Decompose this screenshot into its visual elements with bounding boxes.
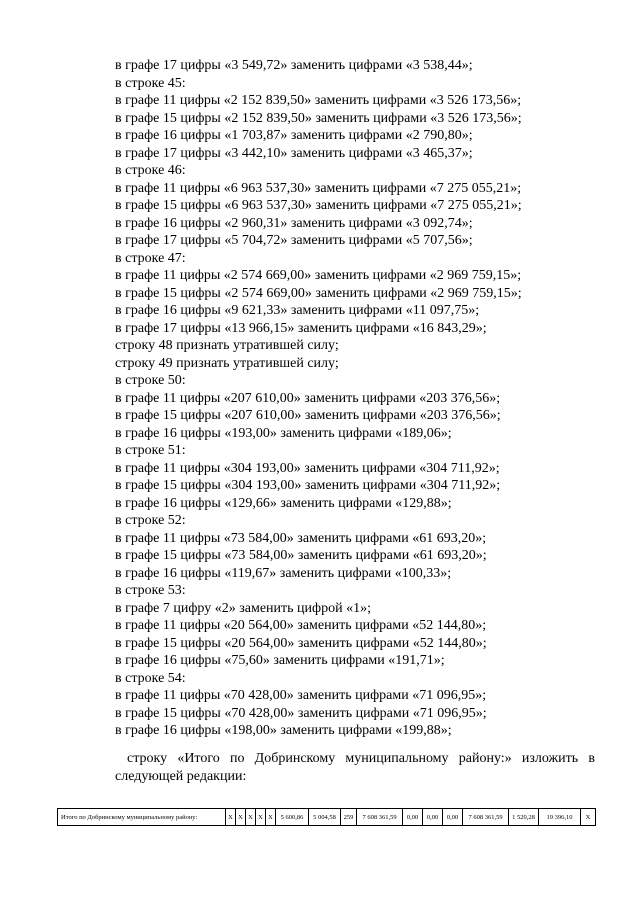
row-heading: в строке 45: bbox=[115, 75, 186, 91]
amendment-line: в графе 15 цифры «6 963 537,30» заменить цифрами «7 275 055,21»; bbox=[115, 198, 522, 213]
amendment-list bbox=[115, 57, 595, 740]
amendment-line: в графе 7 цифру «2» заменить цифрой «1»; bbox=[115, 600, 371, 616]
amendment-line: в графе 15 цифры «2 574 669,00» заменить цифрами «2 969 759,15»; bbox=[115, 285, 522, 301]
table-cell: X bbox=[226, 809, 236, 826]
amendment-line: в графе 16 цифры «1 703,87» заменить цифрами «2 790,80»; bbox=[115, 128, 473, 143]
row-heading: в строке 47: bbox=[115, 250, 186, 266]
table-cell: 5 600,86 bbox=[276, 809, 309, 826]
row-heading: в строке 52: bbox=[115, 513, 186, 528]
table-cell-name: Итого по Добринскому муниципальному району: bbox=[58, 809, 226, 826]
amendment-line: в графе 16 цифры «9 621,33» заменить цифрами «11 097,75»; bbox=[115, 303, 480, 318]
row-heading: в строке 54: bbox=[115, 670, 186, 686]
table-cell: X bbox=[581, 809, 596, 826]
amendment-line: строку 48 признать утратившей силу; bbox=[115, 338, 339, 353]
amendment-line: в графе 17 цифры «3 549,72» заменить цифрами «3 538,44»; bbox=[115, 58, 473, 73]
amendment-line: в графе 11 цифры «70 428,00» заменить цифрами «71 096,95»; bbox=[115, 688, 487, 703]
table-cell: 0,00 bbox=[423, 809, 443, 826]
row-heading: в строке 50: bbox=[115, 373, 186, 388]
table-cell: 0,00 bbox=[403, 809, 423, 826]
amendment-line: в графе 16 цифры «2 960,31» заменить цифрами «3 092,74»; bbox=[115, 215, 473, 231]
amendment-line: в графе 15 цифры «70 428,00» заменить цифрами «71 096,95»; bbox=[115, 705, 487, 721]
table-row bbox=[58, 809, 596, 826]
table-cell: X bbox=[266, 809, 276, 826]
amendment-line: в графе 17 цифры «13 966,15» заменить цифрами «16 843,29»; bbox=[115, 320, 487, 336]
amendment-line: в графе 15 цифры «20 564,00» заменить цифрами «52 144,80»; bbox=[115, 635, 487, 651]
amendment-line: в графе 17 цифры «5 704,72» заменить цифрами «5 707,56»; bbox=[115, 233, 473, 248]
total-table bbox=[57, 808, 596, 826]
table-cell: X bbox=[246, 809, 256, 826]
amendment-line: в графе 11 цифры «304 193,00» заменить цифрами «304 711,92»; bbox=[115, 460, 500, 476]
amendment-line: в графе 15 цифры «207 610,00» заменить цифрами «203 376,56»; bbox=[115, 408, 501, 423]
table-cell: X bbox=[236, 809, 246, 826]
amendment-line: в графе 16 цифры «129,66» заменить цифрами «129,88»; bbox=[115, 495, 452, 511]
amendment-line: в графе 16 цифры «198,00» заменить цифрами «199,88»; bbox=[115, 723, 452, 738]
table-cell: 0,00 bbox=[443, 809, 463, 826]
row-heading: в строке 53: bbox=[115, 583, 186, 598]
amendment-line: в графе 11 цифры «2 152 839,50» заменить цифрами «3 526 173,56»; bbox=[115, 93, 522, 108]
amendment-line: в графе 11 цифры «73 584,00» заменить цифрами «61 693,20»; bbox=[115, 530, 487, 546]
amendment-line: в графе 16 цифры «193,00» заменить цифрами «189,06»; bbox=[115, 425, 452, 441]
table-cell: 259 bbox=[341, 809, 357, 826]
table-cell: 19 396,10 bbox=[539, 809, 581, 826]
amendment-line: в графе 16 цифры «75,60» заменить цифрами «191,71»; bbox=[115, 653, 445, 668]
total-row-table bbox=[57, 808, 595, 826]
table-cell: 5 004,58 bbox=[309, 809, 341, 826]
summary-paragraph: строку «Итого по Добринскому муниципальному району:» изложить в следующей редакции: bbox=[115, 751, 595, 784]
table-cell: X bbox=[256, 809, 266, 826]
amendment-line: в графе 16 цифры «119,67» заменить цифрами «100,33»; bbox=[115, 565, 452, 581]
row-heading: в строке 51: bbox=[115, 443, 186, 458]
table-cell: 1 520,28 bbox=[509, 809, 539, 826]
amendment-line: в графе 15 цифры «73 584,00» заменить цифрами «61 693,20»; bbox=[115, 548, 487, 563]
amendment-line: в графе 11 цифры «20 564,00» заменить цифрами «52 144,80»; bbox=[115, 618, 487, 633]
table-cell: 7 608 361,59 bbox=[357, 809, 403, 826]
amendment-line: в графе 15 цифры «304 193,00» заменить цифрами «304 711,92»; bbox=[115, 478, 501, 493]
amendment-line: строку 49 признать утратившей силу; bbox=[115, 355, 339, 371]
row-heading: в строке 46: bbox=[115, 163, 186, 178]
amendment-line: в графе 11 цифры «207 610,00» заменить цифрами «203 376,56»; bbox=[115, 390, 501, 406]
amendment-line: в графе 11 цифры «2 574 669,00» заменить цифрами «2 969 759,15»; bbox=[115, 268, 522, 283]
amendment-line: в графе 15 цифры «2 152 839,50» заменить цифрами «3 526 173,56»; bbox=[115, 110, 522, 126]
amendment-line: в графе 17 цифры «3 442,10» заменить цифрами «3 465,37»; bbox=[115, 145, 473, 161]
amendment-line: в графе 11 цифры «6 963 537,30» заменить цифрами «7 275 055,21»; bbox=[115, 180, 522, 196]
table-cell: 7 608 361,59 bbox=[463, 809, 509, 826]
